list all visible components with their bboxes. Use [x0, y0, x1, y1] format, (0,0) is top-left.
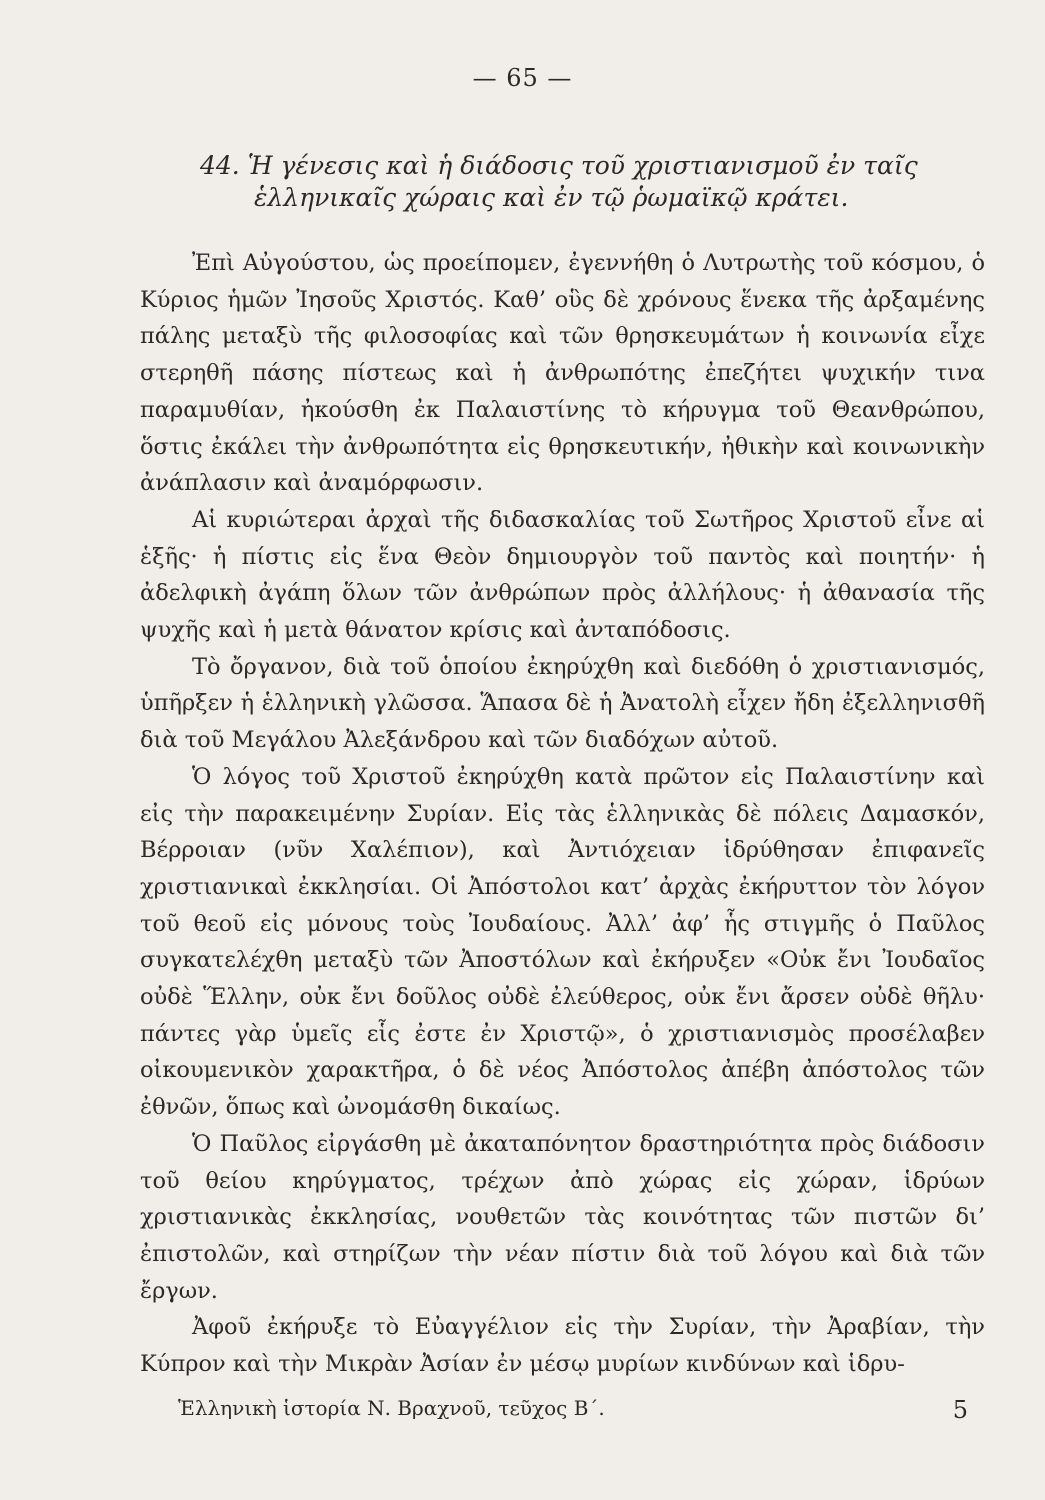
- heading-line-1: [150, 150, 980, 182]
- heading-title-part-1: Ἡ γένεσις καὶ ἡ διάδοσις τοῦ χριστιανισμοῦ ἐν ταῖς: [247, 151, 918, 180]
- paragraph: Αἱ κυριώτεραι ἀρχαὶ τῆς διδασκαλίας τοῦ Σωτῆρος Χριστοῦ εἶνε αἱ ἑξῆς· ἡ πίστις εἰς ἕνα Θεὸν δημιουργὸν τοῦ παντὸς καὶ ποιητήν· ἡ ἀδελφικὴ ἀγάπη ὅλων τῶν ἀνθρώπων πρὸς ἀλλήλους· ἡ ἀθανασία τῆς ψυχῆς καὶ ἡ μετὰ θάνατον κρίσις καὶ ἀνταπόδοσις.: [140, 506, 985, 644]
- section-number: 44.: [200, 151, 240, 180]
- body-text: [140, 245, 985, 1383]
- paragraph: Ἐπὶ Αὐγούστου, ὡς προείπομεν, ἐγεννήθη ὁ Λυτρωτὴς τοῦ κόσμου, ὁ Κύριος ἡμῶν Ἰησοῦς Χριστός. Καθ’ οὓς δὲ χρόνους ἕνεκα τῆς ἀρξαμένης πάλης μεταξὺ τῆς φιλοσοφίας καὶ τῶν θρησκευμάτων ἡ κοινωνία εἶχε στερηθῆ πάσης πίστεως καὶ ἡ ἀνθρωπότης ἐπεζήτει ψυχικήν τινα παραμυθίαν, ἠκούσθη ἐκ Παλαιστίνης τὸ κήρυγμα τοῦ Θεανθρώπου, ὅστις ἐκάλει τὴν ἀνθρωπότητα εἰς θρησκευτικήν, ἠθικὴν καὶ κοινωνικὴν ἀνάπλασιν καὶ ἀναμόρφωσιν.: [140, 250, 985, 497]
- page-number: — 65 —: [472, 64, 573, 92]
- paragraph: Ὁ Παῦλος εἰργάσθη μὲ ἀκαταπόνητον δραστηριότητα πρὸς διάδοσιν τοῦ θείου κηρύγματος, τρέχων ἀπὸ χώρας εἰς χώραν, ἱδρύων χριστιανικὰς ἐκκλησίας, νουθετῶν τὰς κοινότητας τῶν πιστῶν δι’ ἐπιστολῶν, καὶ στηρίζων τὴν νέαν πίστιν διὰ τοῦ λόγου καὶ διὰ τῶν ἔργων.: [140, 1130, 985, 1304]
- footer-signature-mark: 5: [952, 1396, 968, 1424]
- section-heading: [150, 150, 980, 214]
- paragraph: Ὁ λόγος τοῦ Χριστοῦ ἐκηρύχθη κατὰ πρῶτον εἰς Παλαιστίνην καὶ εἰς τὴν παρακειμένην Συρίαν. Εἰς τὰς ἑλληνικὰς δὲ πόλεις Δαμασκόν, Βέρροιαν (νῦν Χαλέπιον), καὶ Ἀντιόχειαν ἱδρύθησαν ἐπιφανεῖς χριστιανικαὶ ἐκκλησίαι. Οἱ Ἀπόστολοι κατ’ ἀρχὰς ἐκήρυττον τὸν λόγον τοῦ θεοῦ εἰς μόνους τοὺς Ἰουδαίους. Ἀλλ’ ἀφ’ ἧς στιγμῆς ὁ Παῦλος συγκατελέχθη μεταξὺ τῶν Ἀποστόλων καὶ ἐκήρυξεν «Οὐκ ἔνι Ἰουδαῖος οὐδὲ Ἕλλην, οὐκ ἔνι δοῦλος οὐδὲ ἐλεύθερος, οὐκ ἔνι ἄρσεν οὐδὲ θῆλυ· πάντες γὰρ ὑμεῖς εἷς ἐστε ἐν Χριστῷ», ὁ χριστιανισμὸς προσέλαβεν οἰκουμενικὸν χαρακτῆρα, ὁ δὲ νέος Ἀπόστολος ἀπέβη ἀπόστολος τῶν ἐθνῶν, ὅπως καὶ ὠνομάσθη δικαίως.: [140, 763, 985, 1121]
- heading-line-2: ἑλληνικαῖς χώραις καὶ ἐν τῷ ῥωμαϊκῷ κράτει.: [254, 183, 849, 212]
- footer-book-reference: Ἑλληνικὴ ἱστορία Ν. Βραχνοῦ, τεῦχος Β΄.: [178, 1396, 605, 1420]
- paragraph-continued: Ἀφοῦ ἐκήρυξε τὸ Εὐαγγέλιον εἰς τὴν Συρίαν, τὴν Ἀραβίαν, τὴν Κύπρον καὶ τὴν Μικρὰν Ἀσίαν ἐν μέσῳ μυρίων κινδύνων καὶ ἱδρυ-: [140, 1314, 985, 1378]
- paragraph: Τὸ ὄργανον, διὰ τοῦ ὁποίου ἐκηρύχθη καὶ διεδόθη ὁ χριστιανισμός, ὑπῆρξεν ἡ ἑλληνικὴ γλῶσσα. Ἅπασα δὲ ἡ Ἀνατολὴ εἶχεν ἤδη ἐξελληνισθῆ διὰ τοῦ Μεγάλου Ἀλεξάνδρου καὶ τῶν διαδόχων αὐτοῦ.: [140, 653, 985, 754]
